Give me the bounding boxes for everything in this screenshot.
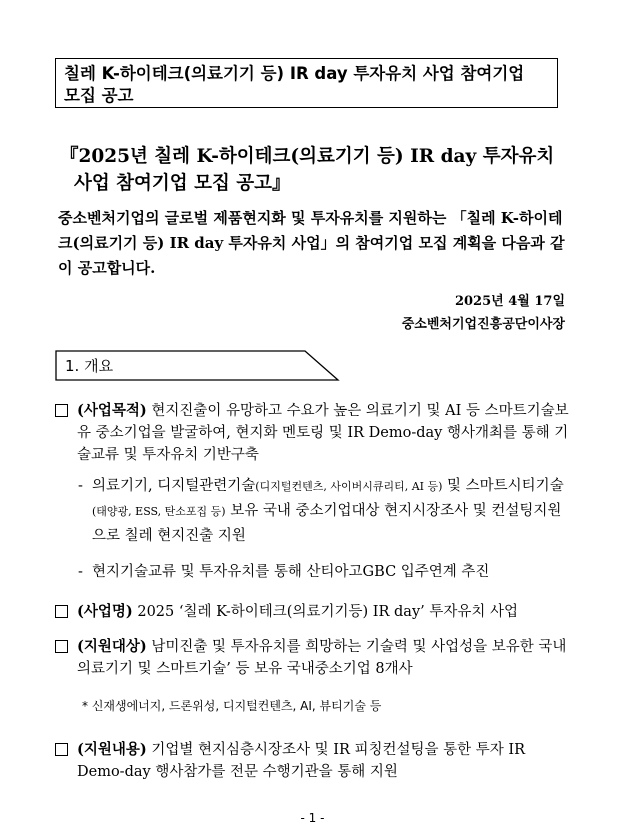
checkbox-square-icon	[55, 640, 68, 653]
subitem-text: 및 스마트시티기술	[442, 478, 564, 494]
item-target	[55, 636, 575, 680]
header-box	[55, 58, 558, 108]
subitem-text: 의료기기, 디지털관련기술	[92, 478, 256, 494]
subitem-tech	[78, 474, 568, 549]
item-text: 기업별 현지심층시장조사 및 IR 피칭컨설팅을 통한 투자 IR Demo-day 행사참가를 전문 수행기관을 통해 지원	[77, 742, 526, 780]
item-label: (사업명)	[77, 603, 133, 620]
subitem-exchange	[78, 560, 568, 585]
subitem-small-text: (태양광, ESS, 탄소포집 등)	[92, 505, 226, 518]
subitem-small-text: (디지털컨텐츠, 사이버시큐리티, AI 등)	[255, 480, 443, 493]
notice-title-line1: 『2025년 칠레 K-하이테크(의료기기 등) IR day 투자유치	[60, 146, 555, 167]
checkbox-square-icon	[55, 404, 68, 417]
section-title: 1. 개요	[65, 357, 114, 375]
issuing-organization: 중소벤처기업진흥공단이사장	[401, 317, 565, 332]
item-text: 2025 ‘칠레 K-하이테크(의료기기등) IR day’ 투자유치 사업	[132, 604, 519, 620]
section-header	[55, 350, 335, 380]
item-label: (사업목적)	[77, 402, 147, 419]
item-purpose	[55, 400, 575, 466]
page-number: - 1 -	[300, 811, 325, 825]
item-support	[55, 739, 575, 783]
header-box-line1: 칠레 K-하이테크(의료기기 등) IR day 투자유치 사업 참여기업	[64, 64, 525, 83]
item-name	[55, 601, 575, 623]
notice-date: 2025년 4월 17일	[454, 294, 565, 309]
item-label: (지원내용)	[77, 741, 147, 758]
item-label: (지원대상)	[77, 638, 147, 655]
dash-bullet: -	[78, 564, 83, 580]
notice-title-line2: 사업 참여기업 모집 공고』	[74, 173, 291, 194]
item-text: 남미진출 및 투자유치를 희망하는 기술력 및 사업성을 보유한 국내 의료기기 및 스마트기술’ 등 보유 국내중소기업 8개사	[77, 639, 567, 677]
dash-bullet: -	[78, 478, 83, 494]
item-text: 현지진출이 유망하고 수요가 높은 의료기기 및 AI 등 스마트기술보유 중소기업을 발굴하여, 현지화 멘토링 및 IR Demo-day 행사개최를 통해 기술교류 및 투자유치 기반구축	[77, 403, 569, 463]
intro-paragraph: 중소벤처기업의 글로벌 제품현지화 및 투자유치를 지원하는 「칠레 K-하이테크(의료기기 등) IR day 투자유치 사업」의 참여기업 모집 계획을 다음과 같이 공고합니다.	[58, 209, 565, 277]
header-box-line2: 모집 공고	[64, 86, 134, 105]
subitem-text: 보유 국내 중소기업대상 현지시장조사 및 컨설팅지원으로 칠레 현지진출 지원	[92, 503, 562, 544]
notice-title	[60, 143, 570, 197]
footnote: * 신재생에너지, 드론위성, 디지털컨텐츠, AI, 뷰티기술 등	[82, 699, 382, 713]
checkbox-square-icon	[55, 743, 68, 756]
checkbox-square-icon	[55, 605, 68, 618]
subitem-text: 현지기술교류 및 투자유치를 통해 산티아고GBC 입주연계 추진	[92, 564, 490, 580]
